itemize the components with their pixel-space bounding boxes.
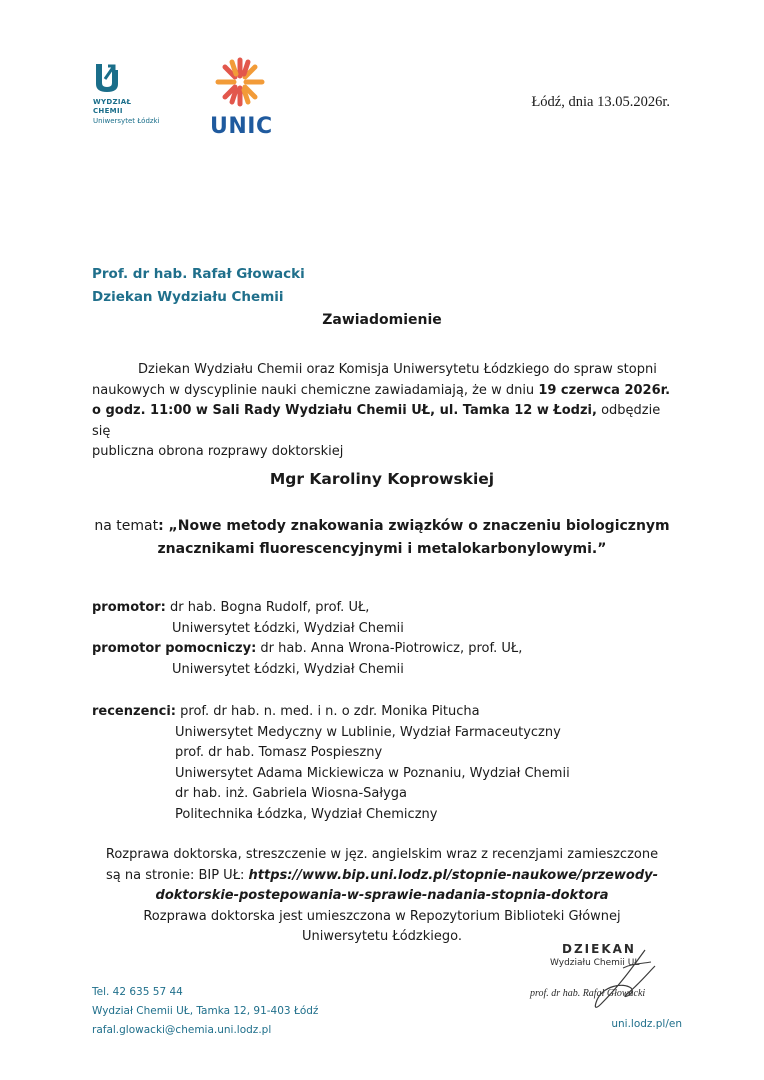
contact-email[interactable]: rafal.glowacki@chemia.uni.lodz.pl [92,1024,272,1036]
reviewers-label: recenzenci: [92,704,177,719]
stamp-title: DZIEKAN [562,942,636,956]
author-title: Dziekan Wydziału Chemii [92,289,284,305]
handwritten-signature [527,938,687,1018]
thesis-topic-line-1 [0,518,764,534]
topic-prefix: na temat [94,518,159,534]
stamp-name: prof. dr hab. Rafał Głowacki [530,988,646,999]
bip-link-continuation[interactable]: doktorskie-postepowania-w-sprawie-nadania-stopnia-doktora [155,888,609,903]
candidate-name: Mgr Karoliny Koprowskiej [269,470,495,488]
stamp-faculty: Wydziału Chemii UŁ [550,958,640,968]
faculty-logo [93,62,183,126]
contact-address: Wydział Chemii UŁ, Tamka 12, 91-403 Łódź [92,1005,319,1017]
note-line-1: Rozprawa doktorska, streszczenie w jęz. angielskim wraz z recenzjami zamieszczone [105,847,659,862]
assistant-promoter-affiliation: Uniwersytet Łódzki, Wydział Chemii [172,661,404,677]
note-line-2a: są na stronie: BIP UŁ: [106,867,249,883]
reviewer-1: prof. dr hab. n. med. i n. o zdr. Monika Pitucha [176,704,480,719]
contact-phone: Tel. 42 635 57 44 [92,986,183,998]
defense-time-place: o godz. 11:00 w Sali Rady Wydziału Chemii UŁ, ul. Tamka 12 w Łodzi, [92,403,597,418]
paragraph-line-4: publiczna obrona rozprawy doktorskiej [92,444,344,459]
reviewer-1-affiliation: Uniwersytet Medyczny w Lublinie, Wydział Farmaceutyczny [175,724,561,740]
promoters-block [92,598,522,680]
defense-date: 19 czerwca 2026r. [538,382,671,398]
university-website[interactable]: uni.lodz.pl/en [611,1018,682,1030]
unic-logo-text: UNIC [210,114,273,139]
reviewers-block [92,702,570,825]
reviewer-2: prof. dr hab. Tomasz Pospieszny [175,745,383,760]
unic-star-icon [210,52,270,112]
assistant-promoter-name: dr hab. Anna Wrona-Piotrowicz, prof. UŁ, [256,641,523,656]
faculty-logo-line1: WYDZIAŁ [93,98,132,106]
promoter-name: dr hab. Bogna Rudolf, prof. UŁ, [165,600,370,615]
thesis-topic-line-2: znacznikami fluorescencyjnymi i metalokarbonylowymi.” [157,541,607,557]
bip-link[interactable]: https://www.bip.uni.lodz.pl/stopnie-naukowe/przewody- [248,867,658,883]
thesis-availability-note [0,845,764,948]
paragraph-line-3b: odbędzie się [92,403,661,439]
document-title: Zawiadomienie [322,312,442,328]
faculty-logo-line3: Uniwersytet Łódzki [93,117,160,125]
note-line-5: Uniwersytetu Łódzkiego. [302,929,462,944]
assistant-promoter-label: promotor pomocniczy: [92,641,257,656]
contact-block [92,983,318,1040]
faculty-logo-mark-icon [93,62,121,94]
promoter-affiliation: Uniwersytet Łódzki, Wydział Chemii [172,620,404,636]
reviewer-3: dr hab. inż. Gabriela Wiosna-Sałyga [175,786,407,801]
reviewer-3-affiliation: Politechnika Łódzka, Wydział Chemiczny [175,806,438,822]
promoter-label: promotor: [92,600,166,615]
author-name: Prof. dr hab. Rafał Głowacki [92,266,305,282]
topic-title-1: : „Nowe metody znakowania związków o znaczeniu biologicznym [158,518,670,534]
document-date: Łódź, dnia 13.05.2026r. [531,94,670,110]
unic-logo [210,52,280,139]
paragraph-line-2a: naukowych w dyscyplinie nauki chemiczne zawiadamiają, że w dniu [92,382,539,398]
reviewer-2-affiliation: Uniwersytet Adama Mickiewicza w Poznaniu, Wydział Chemii [175,765,570,781]
announcement-paragraph [92,360,674,463]
note-line-4: Rozprawa doktorska jest umieszczona w Repozytorium Biblioteki Głównej [143,908,621,924]
faculty-logo-line2: CHEMII [93,107,123,115]
paragraph-line-1: Dziekan Wydziału Chemii oraz Komisja Uniwersytetu Łódzkiego do spraw stopni [138,362,657,377]
